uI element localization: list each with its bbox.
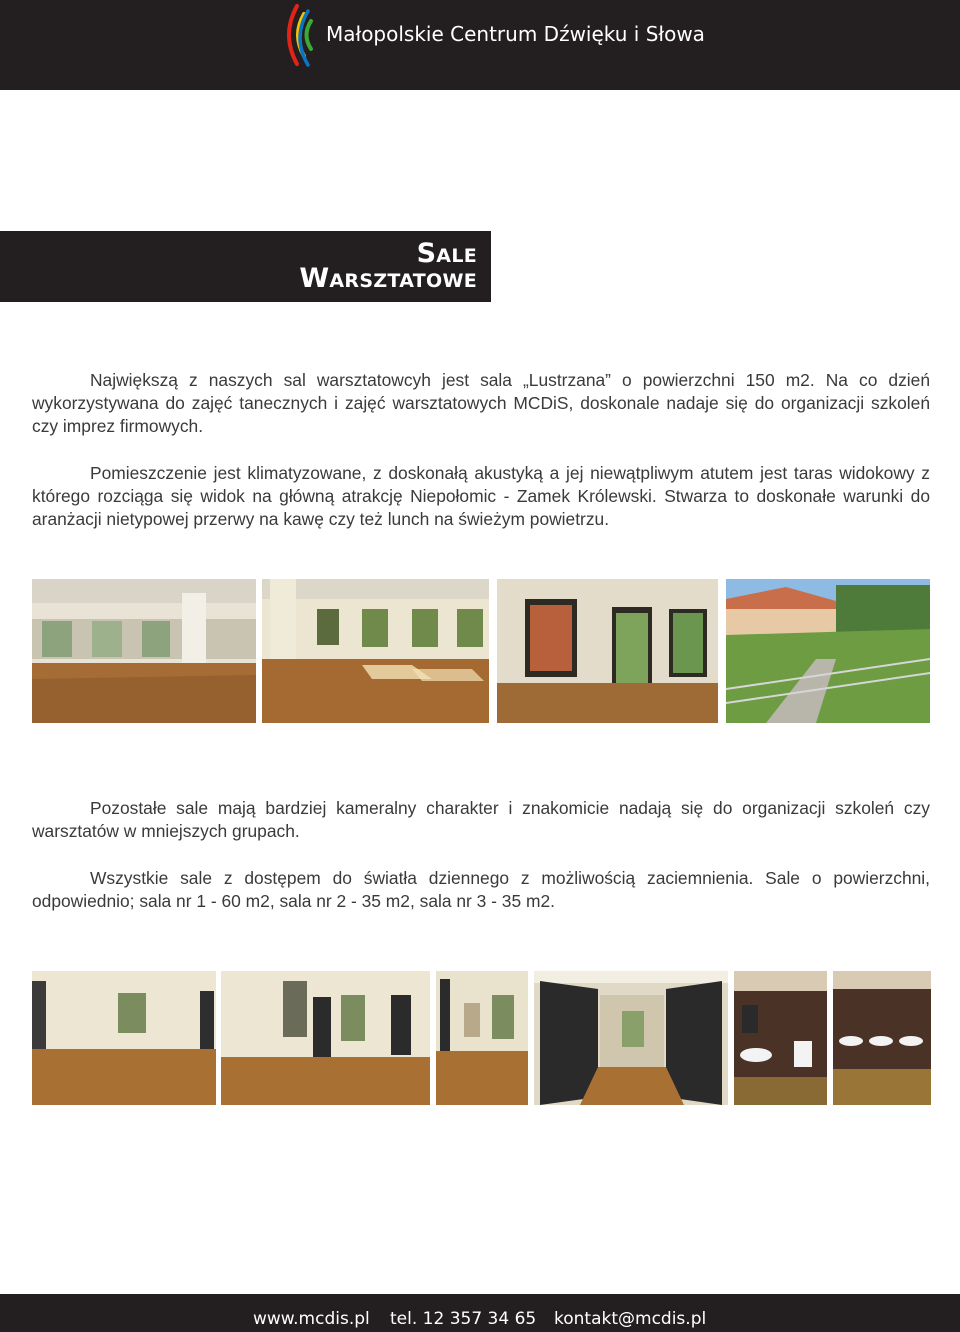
footer-email-link[interactable]: kontakt@mcdis.pl: [554, 1309, 707, 1329]
paragraph-room-sizes: Wszystkie sale z dostępem do światła dziennego z możliwością zaciemnienia. Sale o powierzchni, odpowiednio; sala nr 1 - 60 m2, sala nr 2 - 35 m2, sala nr 3 - 35 m2.: [32, 868, 930, 911]
photo-room-2: [221, 971, 430, 1105]
page-header: [0, 0, 960, 90]
photo-room-1: [32, 971, 216, 1105]
photo-dance-hall: [262, 579, 489, 723]
section-title-box: [0, 231, 491, 302]
photo-open-doors: [534, 971, 728, 1105]
paragraph-details: Pomieszczenie jest klimatyzowane, z doskonałą akustyką a jej niewątpliwym atutem jest taras widokowy z którego rozciąga się widok na główną atrakcję Niepołomic - Zamek Królewski. Stwarza to doskonałe warunki do aranżacji nietypowej przerwy na kawę czy też lunch na świeżym powietrzu.: [32, 463, 930, 529]
footer-phone: tel. 12 357 34 65: [390, 1309, 537, 1329]
photo-room-3: [436, 971, 528, 1105]
photo-mirror-room: [32, 579, 256, 723]
paragraph-other-rooms: Pozostałe sale mają bardziej kameralny charakter i znakomicie nadają się do organizacji szkoleń czy warsztatów w mniejszych grupach.: [32, 798, 930, 841]
photo-restroom-1: [734, 971, 827, 1105]
brand-name: Małopolskie Centrum Dźwięku i Słowa: [326, 22, 705, 46]
footer-website-link[interactable]: www.mcdis.pl: [253, 1309, 370, 1329]
photo-terrace-doors: [497, 579, 718, 723]
photo-castle-view: [726, 579, 930, 723]
section-title-line2: Warsztatowe: [299, 263, 477, 294]
page-footer: [0, 1294, 960, 1332]
photo-restroom-2: [833, 971, 931, 1105]
paragraph-intro: Największą z naszych sal warsztatowcyh jest sala „Lustrzana” o powierzchni 150 m2. Na co dzień wykorzystywana do zajęć tanecznych i zajęć warsztatowych MCDiS, doskonale nadaje się do organizacji szkoleń czy imprez firmowych.: [32, 370, 930, 436]
section-title-line1: Sale: [416, 238, 477, 269]
